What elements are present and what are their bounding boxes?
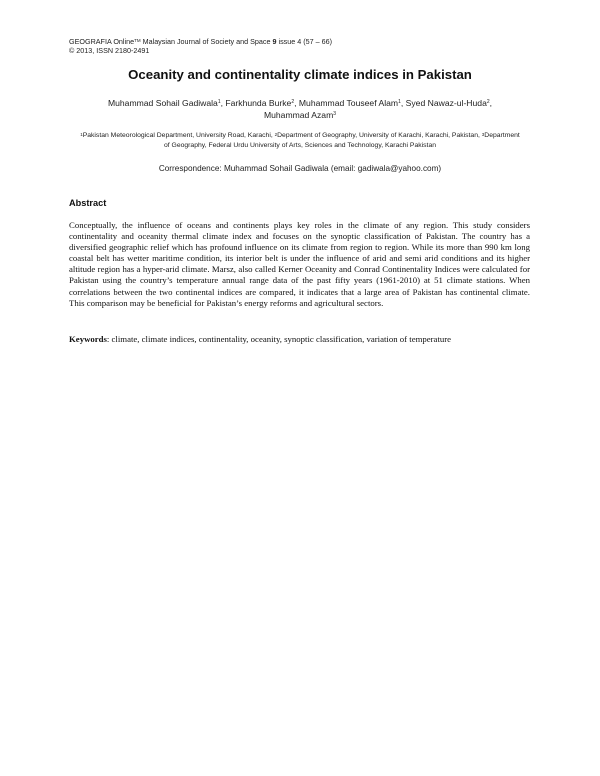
author-affil-mark: 3	[333, 111, 337, 117]
affiliation-text: Pakistan Meteorological Department, University Road, Karachi,	[82, 132, 275, 139]
journal-subtitle: Malaysian Journal of Society and Space	[140, 37, 273, 46]
journal-name: GEOGRAFIA Online	[69, 37, 135, 46]
author-list	[80, 97, 520, 121]
keywords-label: Keywords	[69, 334, 107, 344]
author-affil-mark: 1	[398, 99, 401, 105]
author-name: , Farkhunda Burke	[220, 98, 292, 108]
affil-mark: 3	[481, 132, 485, 137]
author-separator: ,	[489, 98, 493, 108]
author-affil-mark: 2	[486, 99, 490, 105]
affiliation-text: Department of Geography, Federal Urdu University of Arts, Sciences and Technology, Karachi Pakistan	[163, 132, 520, 149]
affiliations	[80, 131, 520, 151]
issue-pages: issue 4 (57 – 66)	[276, 37, 333, 46]
abstract-heading: Abstract	[69, 198, 107, 208]
affiliation-text: Department of Geography, University of Karachi, Karachi, Pakistan,	[277, 132, 482, 139]
author-affil-mark: 1	[217, 99, 221, 105]
author-name: Muhammad Sohail Gadiwala	[107, 98, 218, 108]
correspondence-email: (email: gadiwala@yahoo.com)	[328, 164, 442, 173]
correspondence-name: Muhammad Sohail Gadiwala	[223, 164, 329, 173]
keywords-line	[69, 334, 530, 345]
author-name: , Syed Nawaz-ul-Huda	[400, 98, 487, 108]
author-affil-mark: 2	[291, 99, 295, 105]
author-name: , Muhammad Touseef Alam	[294, 98, 399, 108]
correspondence-label: Correspondence:	[158, 164, 224, 173]
correspondence-line	[80, 163, 520, 174]
paper-title: Oceanity and continentality climate indices in Pakistan	[128, 67, 472, 82]
keywords-text: : climate, climate indices, continentality, oceanity, synoptic classification, variation of temperature	[106, 334, 452, 344]
abstract-text: Conceptually, the influence of oceans and continents plays key roles in the climate of any region. This study considers continentality and oceanity thermal climate index and focuses on the synoptic classification of Pakistan. The country has a diversified geographic relief which has profound influence on its climate from region to region. While its more than 990 km long coastal belt has wetter maritime condition, its interior belt is under the influence of arid and semi arid conditions and its higher altitude region has a hyper-arid climate. Marsz, also called Kerner Oceanity and Conrad Continentality Indices were calculated for Pakistan using the country’s temperature annual range data of the past fifty years (1961-2010) at 51 climate stations. When correlations between the two continental indices are compared, it indicates that a large area of Pakistan has continental climate. This comparison may be beneficial for Pakistan’s energy reforms and agricultural sectors.	[69, 220, 530, 308]
volume-number: 9	[272, 37, 277, 46]
trademark-mark: TM	[134, 38, 141, 43]
affil-mark: 1	[80, 132, 83, 137]
affil-mark: 2	[274, 132, 278, 137]
journal-header	[69, 37, 332, 46]
copyright-line: © 2013, ISSN 2180-2491	[69, 46, 150, 55]
author-name: Muhammad Azam	[263, 110, 334, 120]
